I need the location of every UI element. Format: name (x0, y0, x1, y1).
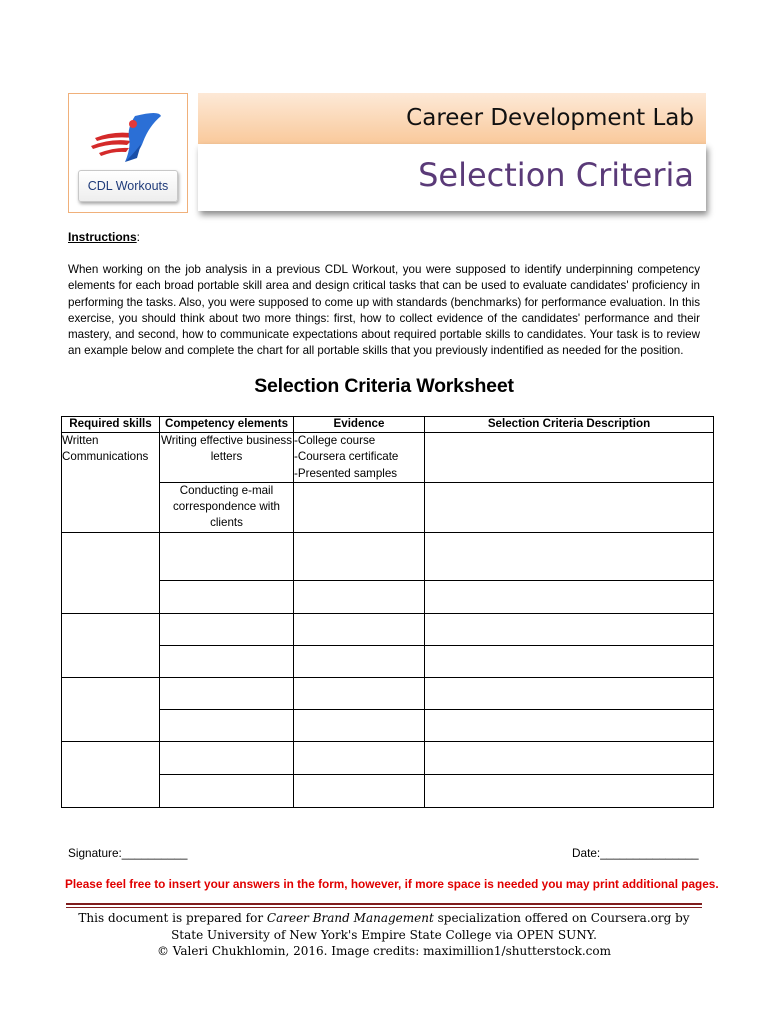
date-field[interactable]: Date:_______________ (572, 846, 699, 860)
evidence-cell[interactable] (294, 482, 425, 532)
competency-cell[interactable] (160, 580, 294, 613)
evidence-cell[interactable] (294, 580, 425, 613)
table-row (62, 580, 714, 613)
header-banner (198, 93, 706, 211)
table-row (62, 709, 714, 741)
competency-cell[interactable] (160, 532, 294, 580)
competency-cell[interactable] (160, 774, 294, 807)
footer-line-1 (66, 910, 702, 927)
worksheet-title: Selection Criteria Worksheet (254, 375, 514, 397)
description-cell[interactable] (425, 580, 714, 613)
evidence-cell[interactable] (294, 433, 425, 483)
table-row (62, 613, 714, 645)
instructions-heading-colon: : (136, 230, 141, 244)
evidence-item: -Coursera certificate (294, 450, 399, 464)
competency-cell[interactable] (160, 741, 294, 774)
competency-cell[interactable] (160, 677, 294, 709)
competency-cell[interactable] (160, 613, 294, 645)
evidence-item: -Presented samples (294, 466, 398, 480)
footer-line-3: © Valeri Chukhlomin, 2016. Image credits: maximillion1/shutterstock.com (156, 944, 612, 958)
specialization-name: Career Brand Management (266, 911, 434, 925)
instructions-heading-label: Instructions (68, 230, 137, 244)
worksheet-table (61, 416, 714, 808)
skill-cell[interactable]: Written Communications (62, 433, 160, 533)
table-row (62, 532, 714, 580)
table-row (62, 774, 714, 807)
superhero-swoosh-icon (85, 108, 175, 166)
competency-cell[interactable]: Conducting e-mail correspondence with clients (160, 482, 294, 532)
print-note: Please feel free to insert your answers in the form, however, if more space is needed you may print additional pages. (65, 877, 719, 891)
page-title: Selection Criteria (198, 144, 706, 211)
competency-cell[interactable] (160, 645, 294, 677)
evidence-cell[interactable] (294, 613, 425, 645)
skill-cell[interactable] (62, 741, 160, 807)
description-cell[interactable] (425, 677, 714, 709)
cdl-workouts-button[interactable]: CDL Workouts (78, 170, 178, 202)
footer-line-1-suffix: specialization offered on Coursera.org by (433, 911, 690, 925)
signature-field[interactable]: Signature:__________ (68, 846, 188, 860)
footer-divider-thin (66, 907, 702, 908)
table-row (62, 433, 714, 483)
description-cell[interactable] (425, 532, 714, 580)
evidence-cell[interactable] (294, 774, 425, 807)
skill-cell[interactable] (62, 532, 160, 613)
banner-title: Career Development Lab (198, 93, 706, 144)
table-row (62, 482, 714, 532)
footer-divider (66, 903, 702, 905)
footer-line-1-prefix: This document is prepared for (78, 911, 267, 925)
competency-cell[interactable] (160, 709, 294, 741)
description-cell[interactable] (425, 482, 714, 532)
description-cell[interactable] (425, 741, 714, 774)
evidence-cell[interactable] (294, 645, 425, 677)
description-cell[interactable] (425, 433, 714, 483)
evidence-cell[interactable] (294, 677, 425, 709)
instructions-body: When working on the job analysis in a previous CDL Workout, you were supposed to identify underpinning competency elements for each broad portable skill area and design critical tasks that can be used to evaluate candidates' proficiency in performing the tasks. Also, you were supposed to come up with standards (benchmarks) for performance evaluation. In this exercise, you should think about two more things: first, how to collect evidence of the candidates' performance and their mastery, and second, how to communicate expectations about required portable skills to candidates. Your task is to review an example below and complete the chart for all portable skills that you previously indentified as needed for the position. (68, 263, 700, 358)
description-cell[interactable] (425, 774, 714, 807)
evidence-item: -College course (294, 434, 376, 447)
description-cell[interactable] (425, 613, 714, 645)
table-row (62, 677, 714, 709)
table-header-row (62, 417, 714, 433)
header-evidence: Evidence (294, 417, 425, 433)
competency-cell[interactable]: Writing effective business letters (160, 433, 294, 483)
footer-line-2: State University of New York's Empire State College via OPEN SUNY. (171, 927, 597, 942)
evidence-cell[interactable] (294, 709, 425, 741)
cdl-logo (68, 93, 188, 213)
description-cell[interactable] (425, 645, 714, 677)
table-row (62, 645, 714, 677)
description-cell[interactable] (425, 709, 714, 741)
header-selection-criteria-description: Selection Criteria Description (425, 417, 714, 433)
skill-cell[interactable] (62, 613, 160, 677)
instructions-heading (68, 230, 140, 244)
footer-credits (66, 910, 702, 960)
header-required-skills: Required skills (62, 417, 160, 433)
evidence-cell[interactable] (294, 741, 425, 774)
skill-cell[interactable] (62, 677, 160, 741)
header-competency-elements: Competency elements (160, 417, 294, 433)
table-row (62, 741, 714, 774)
evidence-cell[interactable] (294, 532, 425, 580)
